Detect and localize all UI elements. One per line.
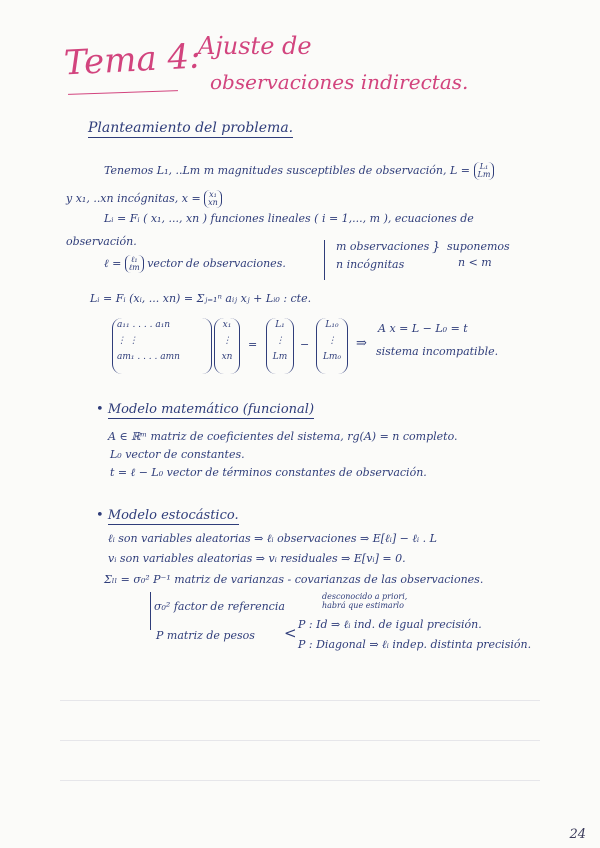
vector-L0-col	[316, 318, 348, 374]
para1-line1	[104, 162, 494, 180]
para1-line2	[66, 190, 222, 208]
vector-x	[204, 190, 222, 208]
implies-arrow: ⇒	[356, 336, 367, 351]
matrix-A-row1: a₁₁ . . . . a₁n	[117, 320, 171, 330]
matrix-result-1: A x = L − L₀ = t	[378, 322, 468, 335]
vector-l-bottom: ℓm	[128, 263, 140, 272]
title-line-2: observaciones indirectas.	[210, 70, 469, 94]
vector-x-top: x₁	[209, 190, 217, 199]
vector-l-top: ℓ₁	[130, 255, 138, 264]
sum-equation: Lᵢ = Fᵢ (xᵢ, ... xn) = Σⱼ₌₁ⁿ aᵢⱼ xⱼ + Lᵢ₀ : cte.	[90, 292, 312, 305]
minus-sign: −	[300, 338, 310, 351]
bullet-dot-2: •	[96, 508, 108, 523]
p-option-1: P : Id ⇒ ℓᵢ ind. de igual precisión.	[298, 618, 482, 631]
p-label: P matriz de pesos	[156, 629, 255, 642]
angle-bracket-icon: <	[284, 624, 297, 642]
L-col-bottom: Lm	[272, 352, 288, 362]
p-option-2: P : Diagonal ⇒ ℓᵢ indep. distinta precisión.	[298, 638, 532, 651]
vector-L-bottom: Lm	[477, 170, 491, 179]
para1-text2: y x₁, ..xn incógnitas, x =	[66, 192, 201, 205]
rule-line	[60, 780, 540, 781]
vector-L	[474, 162, 495, 180]
title-line-1: Ajuste de	[198, 32, 312, 60]
L-col-top: L₁	[275, 320, 285, 330]
L0-col-top: L₁₀	[325, 320, 339, 330]
L-col-mid: ⋮	[275, 336, 285, 346]
sigma-label: σ₀² factor de referencia	[154, 600, 285, 613]
x-col-top: x₁	[222, 320, 232, 330]
x-col-mid: ⋮	[222, 336, 232, 346]
model-stoch-label: Modelo estocástico.	[107, 508, 239, 523]
x-col-bottom: xn	[221, 352, 233, 362]
title-underline	[68, 90, 178, 95]
sigma-note-2: habrá que estimarlo	[322, 601, 404, 610]
title-tema: Tema 4:	[63, 36, 202, 84]
matrix-result-2: sistema incompatible.	[376, 345, 499, 358]
l-def-post: vector de observaciones.	[147, 257, 286, 270]
para1-line4: observación.	[66, 235, 137, 248]
l-definition	[104, 255, 286, 273]
vector-L-col	[266, 318, 294, 374]
n-lt-m: n < m	[458, 256, 492, 269]
rule-line	[60, 700, 540, 701]
model-stoch-line1: ℓᵢ son variables aleatorias ⇒ ℓᵢ observaciones ⇒ E[ℓᵢ] − ℓᵢ . L	[108, 532, 437, 545]
L0-col-mid: ⋮	[327, 336, 337, 346]
L0-col-bottom: Lm₀	[322, 352, 342, 362]
model-math-line1: A ∈ ℝᵐ matriz de coeficientes del sistema, rg(A) = n completo.	[108, 430, 458, 443]
matrix-A-row2: ⋮ ⋮	[117, 336, 138, 346]
vector-x-bottom: xn	[208, 198, 218, 207]
matrix-A-row3: am₁ . . . . amn	[117, 352, 180, 362]
equals-sign: =	[248, 338, 258, 351]
vector-L-top: L₁	[479, 162, 489, 171]
model-stoch-line3: Σₗₗ = σ₀² P⁻¹ matriz de varianzas - covarianzas de las observaciones.	[104, 573, 484, 586]
sigma-note	[322, 592, 407, 610]
model-math-label: Modelo matemático (funcional)	[107, 402, 315, 417]
suponemos-text: suponemos	[447, 240, 510, 253]
model-math-heading	[96, 402, 314, 417]
vector-x-col	[214, 318, 240, 374]
divider-bar	[324, 240, 325, 280]
sigma-note-1: desconocido a priori,	[322, 592, 408, 601]
para1-text1: Tenemos L₁, ..Lm m magnitudes susceptibles de observación, L =	[104, 164, 471, 177]
vector-l	[125, 255, 144, 273]
model-stoch-heading	[96, 508, 239, 523]
m-observations: m observaciones	[336, 240, 430, 253]
matrix-A	[112, 318, 212, 374]
sub-list-bar	[150, 592, 151, 630]
rule-line	[60, 740, 540, 741]
n-unknowns: n incógnitas	[336, 258, 405, 271]
brace-icon: }	[432, 240, 441, 255]
model-math-line3: t = ℓ − L₀ vector de términos constantes de observación.	[110, 466, 427, 479]
page-number: 24	[569, 827, 586, 842]
para1-line3: Lᵢ = Fᵢ ( x₁, ..., xn ) funciones lineales ( i = 1,..., m ), ecuaciones de	[104, 212, 474, 225]
section-heading: Planteamiento del problema.	[88, 120, 294, 136]
model-math-line2: L₀ vector de constantes.	[110, 448, 245, 461]
bullet-dot: •	[96, 402, 108, 417]
l-def-pre: ℓ =	[104, 257, 122, 270]
model-stoch-line2: vᵢ son variables aleatorias ⇒ vᵢ residuales ⇒ E[vᵢ] = 0.	[108, 552, 406, 565]
